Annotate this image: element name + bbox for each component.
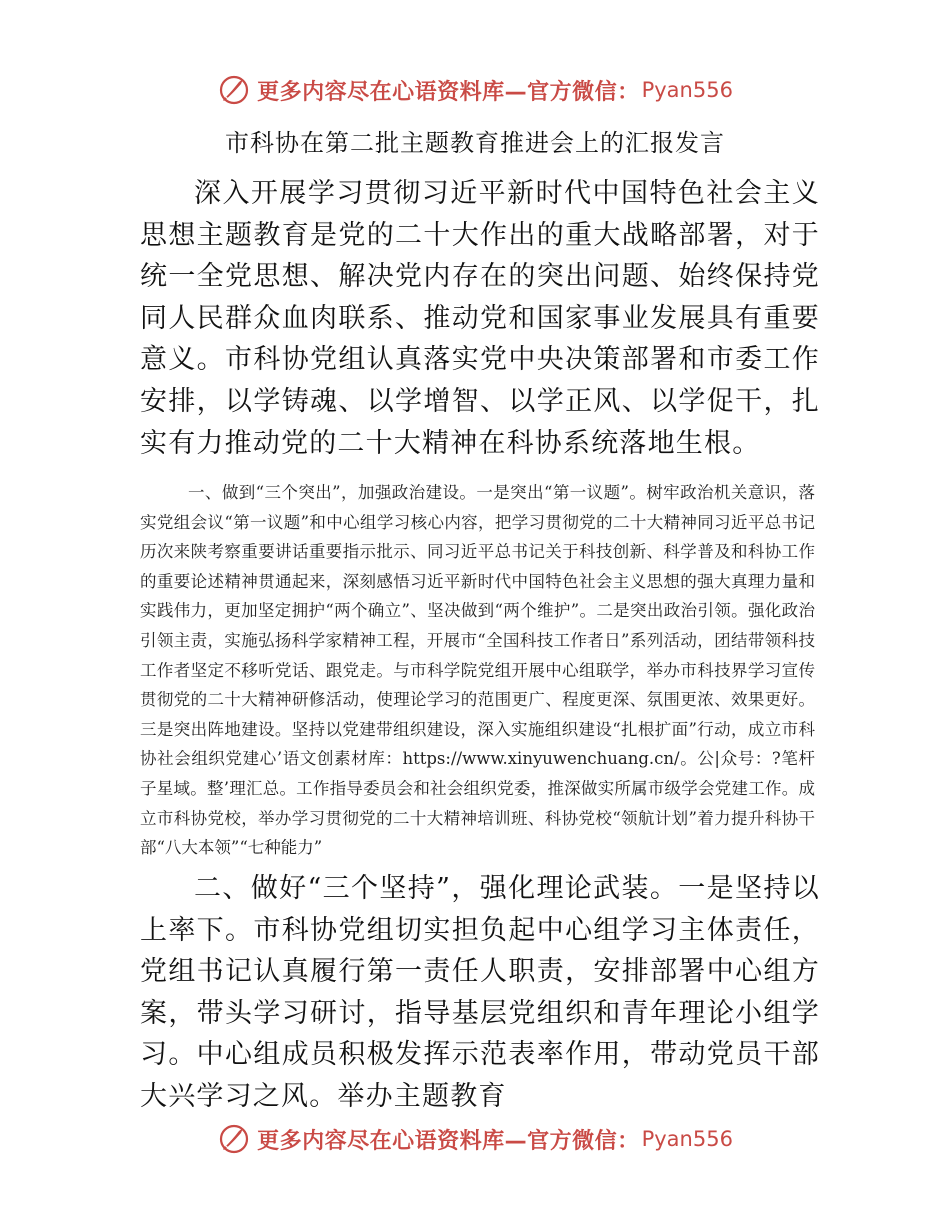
pen-logo-icon [217,1122,251,1156]
footer-banner [0,1119,950,1159]
footer-banner-text: 更多内容尽在心语资料库—官方微信： [257,1128,640,1154]
section-two-paragraph: 二、做好“三个坚持”，强化理论武装。一是坚持以上率下。市科协党组切实担负起中心组学习主体责任，党组书记认真履行第一责任人职责，安排部署中心组方案，带头学习研讨，指导基层党组织和青年理论小组学习。中心组成员积极发挥示范表率作用，带动党员干部大兴学习之风。举办主题教育 [140,873,820,1112]
section-one-paragraph: 一、做到“三个突出”，加强政治建设。一是突出“第一议题”。树牢政治机关意识，落实党组会议“第一议题”和中心组学习核心内容，把学习贯彻党的二十大精神同习近平总书记历次来陕考察重要讲话重要指示批示、同习近平总书记关于科技创新、科学普及和科协工作的重要论述精神贯通起来，深刻感悟习近平新时代中国特色社会主义思想的强大真理力量和实践伟力，更加坚定拥护“两个确立”、坚决做到“两个维护”。二是突出政治引领。强化政治引领主责，实施弘扬科学家精神工程，开展市“全国科技工作者日”系列活动，团结带领科技工作者坚定不移听党话、跟党走。与市科学院党组开展中心组联学，举办市科技界学习宣传贯彻党的二十大精神研修活动，使理论学习的范围更广、程度更深、氛围更浓、效果更好。三是突出阵地建设。坚持以党建带组织建设，深入实施组织建设“扎根扩面”行动，成立市科协社会组织党建心’语文创素材库：https://www.xinyuwenchuang.cn/。公|众号：?笔杆子星域。整’理汇总。工作指导委员会和社会组织党委，推深做实所属市级学会党建工作。成立市科协党校，举办学习贯彻党的二十大精神培训班、科协党校“领航计划”着力提升科协干部“八大本领”“七种能力” [140,483,815,858]
header-banner [0,70,950,110]
header-banner-text: 更多内容尽在心语资料库—官方微信： [257,79,640,105]
pen-logo-icon [217,73,251,107]
intro-paragraph: 深入开展学习贯彻习近平新时代中国特色社会主义思想主题教育是党的二十大作出的重大战略部署，对于统一全党思想、解决党内存在的突出问题、始终保持党同人民群众血肉联系、推动党和国家事业发展具有重要意义。市科协党组认真落实党中央决策部署和市委工作安排，以学铸魂、以学增智、以学正风、以学促干，扎实有力推动党的二十大精神在科协系统落地生根。 [140,178,820,459]
header-wechat-id: Pyan556 [641,78,733,102]
document-title: 市科协在第二批主题教育推进会上的汇报发言 [225,129,725,157]
footer-wechat-id: Pyan556 [641,1127,733,1151]
